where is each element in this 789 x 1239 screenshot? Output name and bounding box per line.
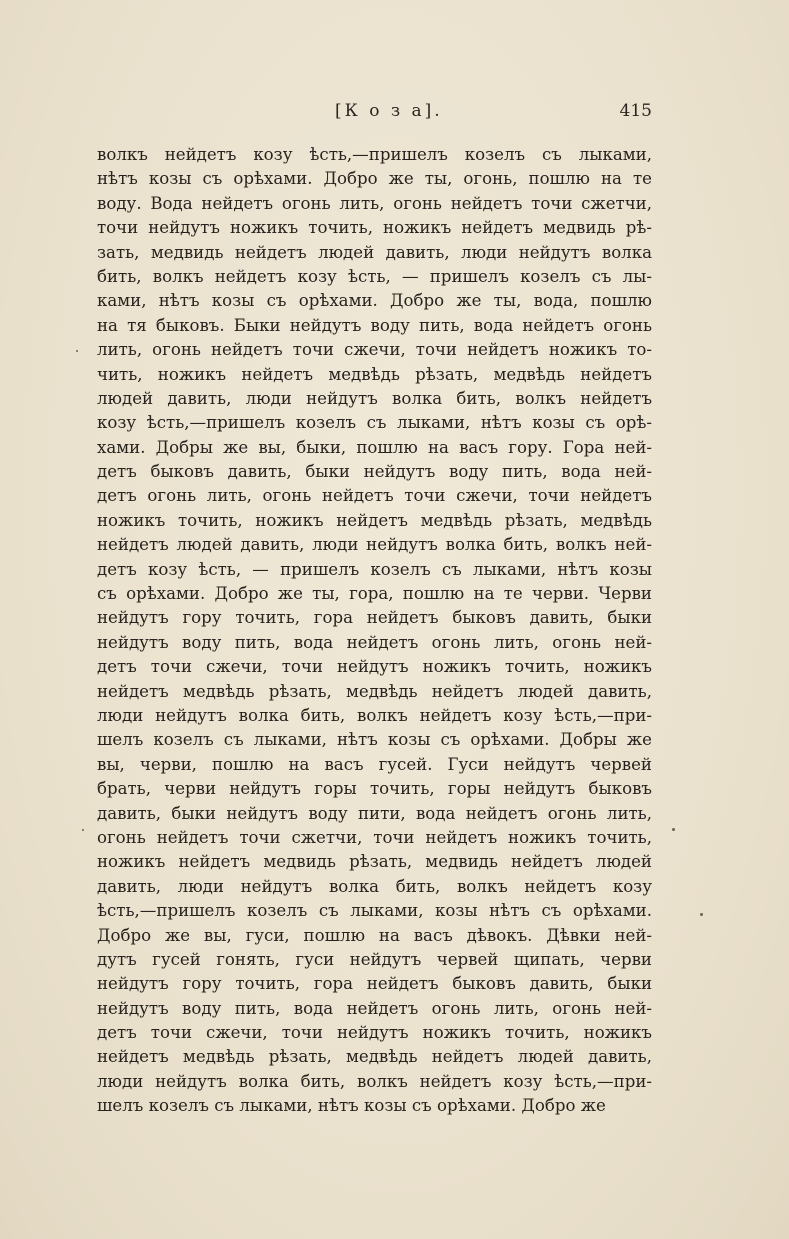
- text-line: брать, черви нейдутъ горы точить, горы нейдутъ быковъ: [97, 779, 652, 799]
- text-line: точи нейдутъ ножикъ точить, ножикъ нейдетъ медвидь рѣ-: [97, 218, 652, 238]
- paper-speck: [82, 829, 84, 831]
- text-line: нейдетъ медвѣдь рѣзать, медвѣдь нейдетъ людей давить,: [97, 681, 652, 701]
- text-line: бить, волкъ нейдетъ козу ѣсть, — пришелъ козелъ съ лы-: [97, 266, 652, 286]
- text-line: детъ быковъ давить, быки нейдутъ воду пить, вода ней-: [97, 462, 652, 482]
- text-line: шелъ козелъ съ лыками, нѣтъ козы съ орѣхами. Добро же: [97, 1096, 606, 1116]
- text-line: съ орѣхами. Добро же ты, гора, пошлю на те черви. Черви: [97, 584, 652, 604]
- paper-speck: [76, 350, 78, 352]
- text-line: давить, быки нейдутъ воду пити, вода нейдетъ огонь лить,: [97, 803, 652, 823]
- text-line: Добро же вы, гуси, пошлю на васъ дѣвокъ. Дѣвки ней-: [97, 925, 652, 945]
- text-line: воду. Вода нейдетъ огонь лить, огонь нейдетъ точи сжетчи,: [97, 193, 652, 213]
- text-line: нейдутъ гору точить, гора нейдетъ быковъ давить, быки: [97, 608, 652, 628]
- text-line: на тя быковъ. Быки нейдутъ воду пить, вода нейдетъ огонь: [97, 315, 652, 335]
- text-line: детъ огонь лить, огонь нейдетъ точи сжечи, точи нейдетъ: [97, 486, 652, 506]
- text-line: нейдутъ гору точить, гора нейдетъ быковъ давить, быки: [97, 974, 652, 994]
- text-line: чить, ножикъ нейдетъ медвѣдь рѣзать, медвѣдь нейдетъ: [97, 364, 652, 384]
- text-line: ножикъ точить, ножикъ нейдетъ медвѣдь рѣзать, медвѣдь: [97, 510, 652, 530]
- text-line: шелъ козелъ съ лыками, нѣтъ козы съ орѣхами. Добры же: [97, 730, 652, 750]
- running-head: [0, 101, 789, 125]
- text-line: нейдутъ воду пить, вода нейдетъ огонь лить, огонь ней-: [97, 998, 652, 1018]
- text-line: волкъ нейдетъ козу ѣсть,—пришелъ козелъ съ лыками,: [97, 145, 652, 164]
- text-line: людей давить, люди нейдутъ волка бить, волкъ нейдетъ: [97, 388, 652, 408]
- text-line: огонь нейдетъ точи сжетчи, точи нейдетъ ножикъ точить,: [97, 827, 652, 847]
- text-line: лить, огонь нейдетъ точи сжечи, точи нейдетъ ножикъ то-: [97, 340, 652, 360]
- text-line: нейдетъ людей давить, люди нейдутъ волка бить, волкъ ней-: [97, 535, 652, 555]
- text-line: детъ точи сжечи, точи нейдутъ ножикъ точить, ножикъ: [97, 1023, 652, 1043]
- body-text: [97, 143, 652, 1119]
- text-line: детъ козу ѣсть, — пришелъ козелъ съ лыками, нѣтъ козы: [97, 559, 652, 579]
- running-title: [К о з а].: [335, 101, 443, 121]
- text-line: нейдетъ медвѣдь рѣзать, медвѣдь нейдетъ людей давить,: [97, 1047, 652, 1067]
- text-line: нѣтъ козы съ орѣхами. Добро же ты, огонь, пошлю на те: [97, 169, 652, 189]
- text-line: козу ѣсть,—пришелъ козелъ съ лыками, нѣтъ козы съ орѣ-: [97, 413, 652, 433]
- text-line: хами. Добры же вы, быки, пошлю на васъ гору. Гора ней-: [97, 437, 652, 457]
- text-line: люди нейдутъ волка бить, волкъ нейдетъ козу ѣсть,—при-: [97, 705, 652, 725]
- text-line: детъ точи сжечи, точи нейдутъ ножикъ точить, ножикъ: [97, 657, 652, 677]
- page-number: 415: [619, 101, 652, 121]
- text-line: вы, черви, пошлю на васъ гусей. Гуси нейдутъ червей: [97, 754, 652, 774]
- paper-speck: [672, 828, 675, 831]
- text-line: давить, люди нейдутъ волка бить, волкъ нейдетъ козу: [97, 876, 652, 896]
- text-line: зать, медвидь нейдетъ людей давить, люди нейдутъ волка: [97, 242, 652, 262]
- text-line: ками, нѣтъ козы съ орѣхами. Добро же ты, вода, пошлю: [97, 291, 652, 311]
- text-line: ножикъ нейдетъ медвидь рѣзать, медвидь нейдетъ людей: [97, 852, 652, 872]
- text-line: дутъ гусей гонять, гуси нейдутъ червей щипать, черви: [97, 949, 652, 969]
- text-line: ѣсть,—пришелъ козелъ съ лыками, козы нѣтъ съ орѣхами.: [97, 901, 652, 921]
- text-line: люди нейдутъ волка бить, волкъ нейдетъ козу ѣсть,—при-: [97, 1071, 652, 1091]
- text-line: нейдутъ воду пить, вода нейдетъ огонь лить, огонь ней-: [97, 632, 652, 652]
- paper-speck: [700, 913, 703, 916]
